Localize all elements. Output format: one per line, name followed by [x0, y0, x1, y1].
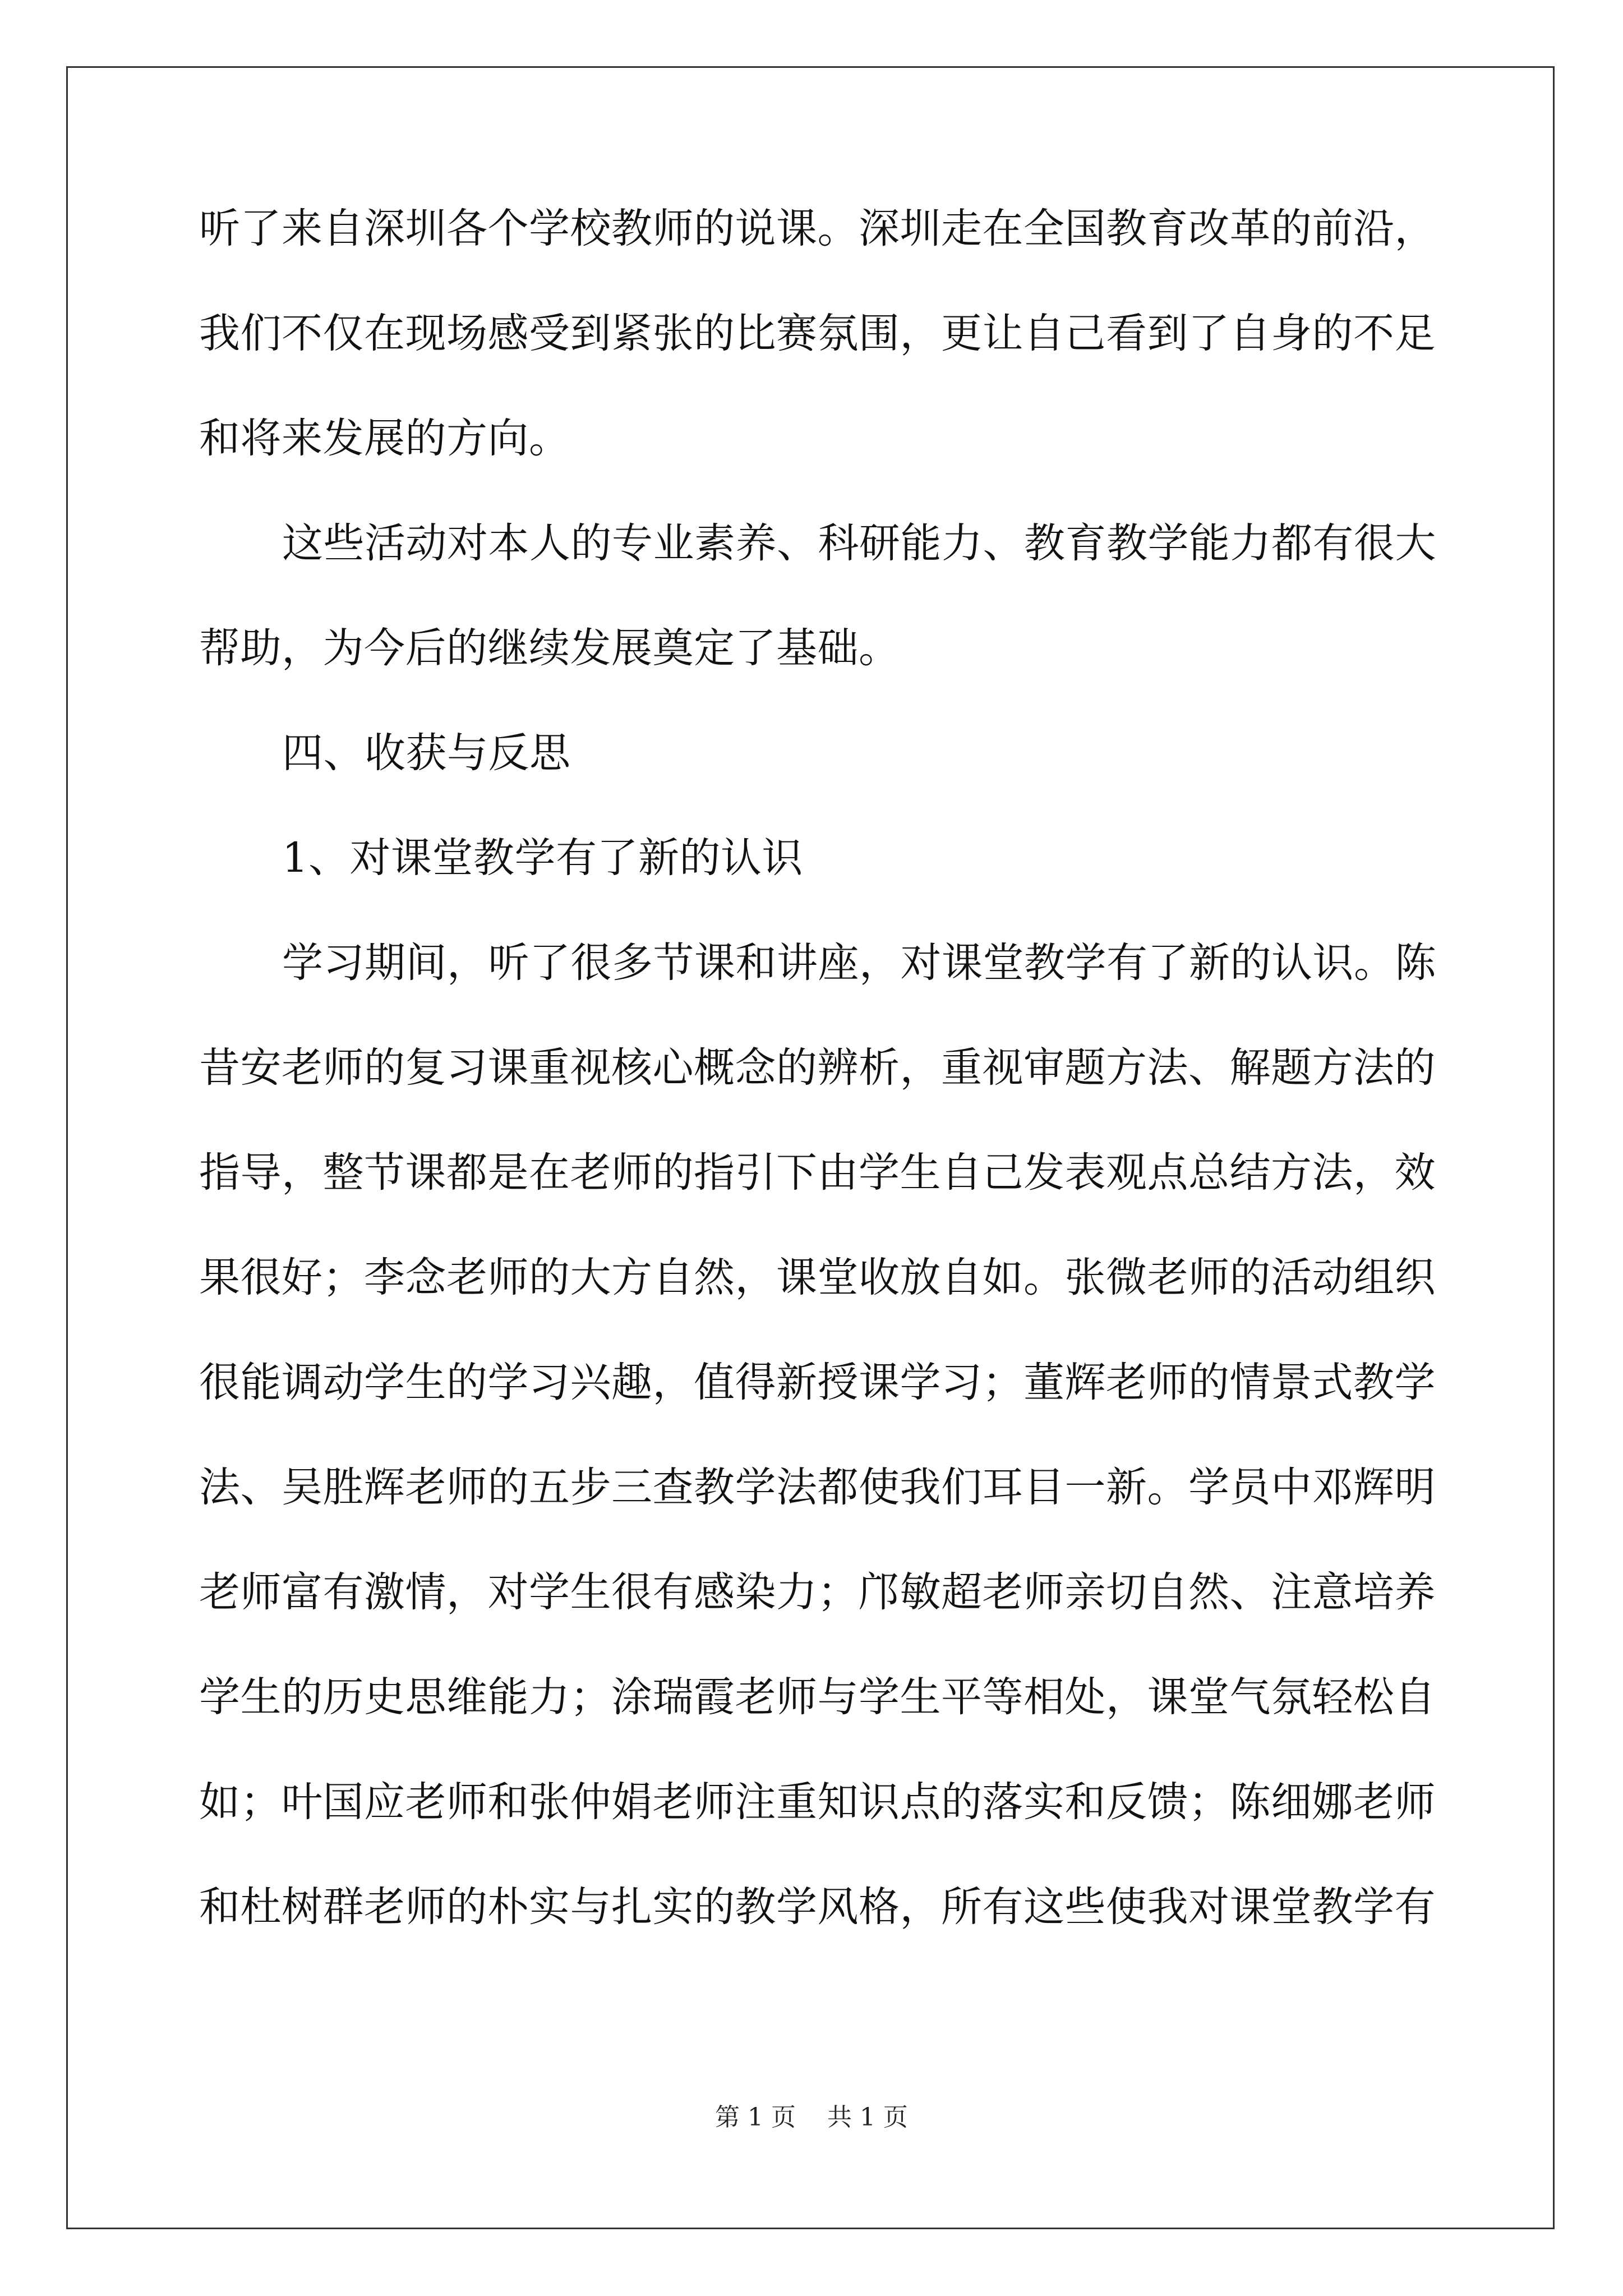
text-line: 指导，整节课都是在老师的指引下由学生自己发表观点总结方法，效 [199, 1149, 1436, 1197]
text-line: 昔安老师的复习课重视核心概念的辨析，重视审题方法、解题方法的 [199, 1044, 1436, 1092]
text-line: 很能调动学生的学习兴趣，值得新授课学习；董辉老师的情景式教学 [199, 1359, 1436, 1406]
text-line: 1、对课堂教学有了新的认识 [282, 834, 803, 882]
text-line: 学生的历史思维能力；涂瑞霞老师与学生平等相处，课堂气氛轻松自 [199, 1673, 1436, 1721]
text-line: 老师富有激情，对学生很有感染力；邝敏超老师亲切自然、注意培养 [199, 1568, 1436, 1616]
text-line: 如；叶国应老师和张仲娟老师注重知识点的落实和反馈；陈细娜老师 [199, 1778, 1436, 1826]
text-line: 和杜树群老师的朴实与扎实的教学风格，所有这些使我对课堂教学有 [199, 1883, 1436, 1931]
document-body [199, 202, 1436, 1985]
text-line: 四、收获与反思 [282, 729, 571, 777]
text-line: 帮助，为今后的继续发展奠定了基础。 [199, 624, 900, 672]
text-line: 法、吴胜辉老师的五步三查教学法都使我们耳目一新。学员中邓辉明 [199, 1464, 1436, 1511]
text-line: 学习期间，听了很多节课和讲座，对课堂教学有了新的认识。陈 [282, 939, 1436, 987]
page-footer: 第 1 页 共 1 页 [715, 2103, 908, 2132]
text-line: 果很好；李念老师的大方自然，课堂收放自如。张微老师的活动组织 [199, 1254, 1436, 1301]
text-line: 这些活动对本人的专业素养、科研能力、教育教学能力都有很大 [282, 519, 1436, 567]
text-line: 听了来自深圳各个学校教师的说课。深圳走在全国教育改革的前沿， [199, 205, 1436, 252]
text-line: 我们不仅在现场感受到紧张的比赛氛围，更让自己看到了自身的不足 [199, 310, 1436, 357]
text-line: 和将来发展的方向。 [199, 415, 570, 462]
